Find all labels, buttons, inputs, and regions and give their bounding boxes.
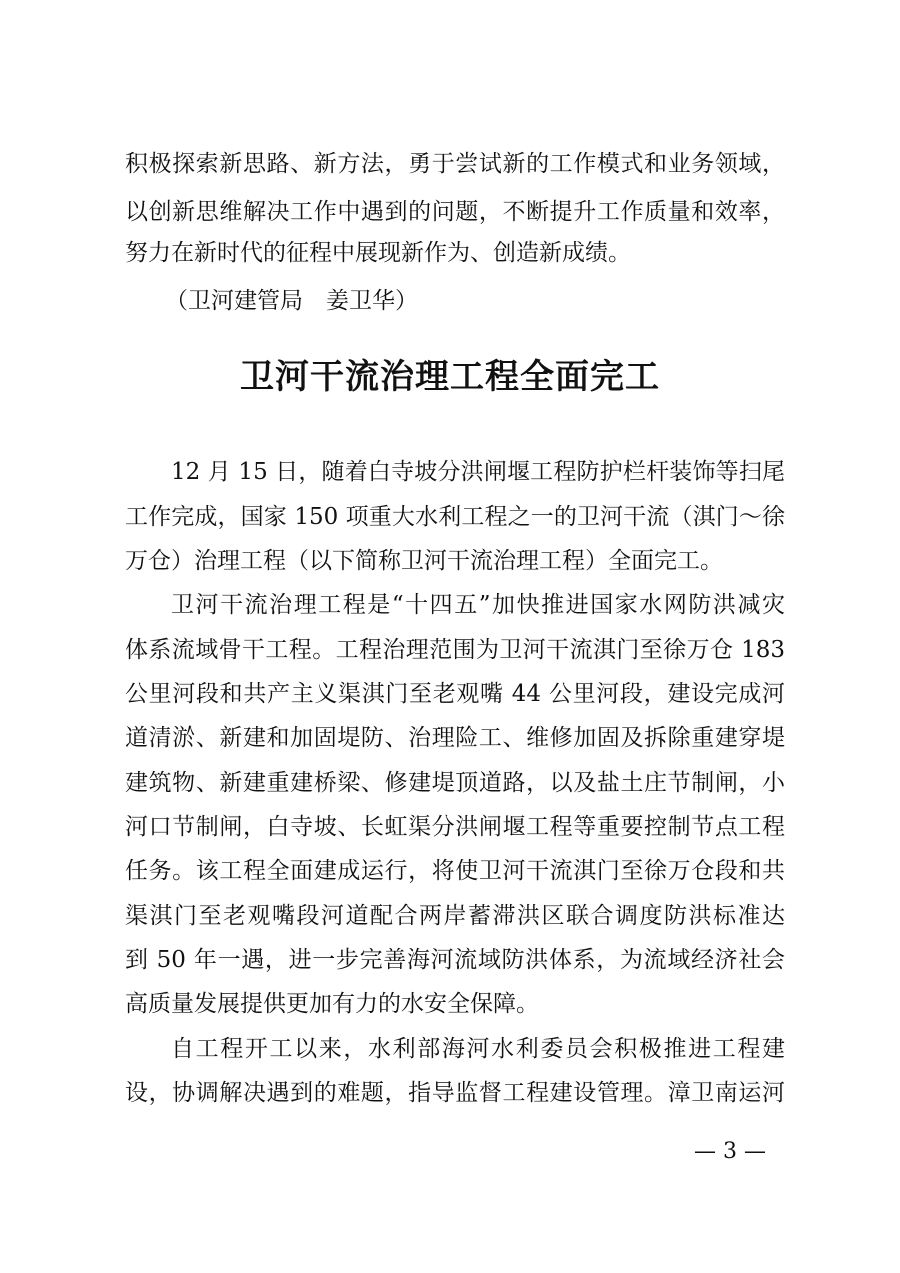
paragraph-2-line-2: 体系流域骨干工程。工程治理范围为卫河干流淇门至徐万仓 183 [125,637,785,663]
paragraph-2-line-5: 建筑物、新建重建桥梁、修建堤顶道路，以及盐土庄节制闸，小 [125,770,785,796]
paragraph-1-line-2: 工作完成，国家 150 项重大水利工程之一的卫河干流（淇门～徐 [125,504,785,530]
top-paragraph-line-1: 积极探索新思路、新方法，勇于尝试新的工作模式和业务领域， [125,151,785,177]
paragraph-1-line-1: 12 月 15 日，随着白寺坡分洪闸堰工程防护栏杆装饰等扫尾 [171,459,785,485]
paragraph-2-line-6: 河口节制闸，白寺坡、长虹渠分洪闸堰工程等重要控制节点工程 [125,814,785,840]
top-paragraph-line-2: 以创新思维解决工作中遇到的问题，不断提升工作质量和效率， [125,199,785,225]
page-number: — 3 — [694,1139,766,1164]
paragraph-2-line-8: 渠淇门至老观嘴段河道配合两岸蓄滞洪区联合调度防洪标准达 [125,903,785,929]
paragraph-3-line-1: 自工程开工以来，水利部海河水利委员会积极推进工程建 [171,1036,785,1062]
paragraph-2-line-1: 卫河干流治理工程是“十四五”加快推进国家水网防洪减灾 [171,592,785,618]
byline: （卫河建管局 姜卫华） [165,288,418,314]
paragraph-1-line-3: 万仓）治理工程（以下简称卫河干流治理工程）全面完工。 [125,548,723,574]
paragraph-2-line-9: 到 50 年一遇，进一步完善海河流域防洪体系，为流域经济社会 [125,947,785,973]
paragraph-2-line-10: 高质量发展提供更加有力的水安全保障。 [125,991,539,1017]
paragraph-2-line-7: 任务。该工程全面建成运行，将使卫河干流淇门至徐万仓段和共 [125,858,785,884]
article-title: 卫河干流治理工程全面完工 [240,357,660,397]
paragraph-2-line-3: 公里河段和共产主义渠淇门至老观嘴 44 公里河段，建设完成河 [125,681,785,707]
paragraph-2-line-4: 道清淤、新建和加固堤防、治理险工、维修加固及拆除重建穿堤 [125,725,785,751]
paragraph-3-line-2: 设，协调解决遇到的难题，指导监督工程建设管理。漳卫南运河 [125,1080,785,1106]
top-paragraph-line-3: 努力在新时代的征程中展现新作为、创造新成绩。 [125,240,631,266]
